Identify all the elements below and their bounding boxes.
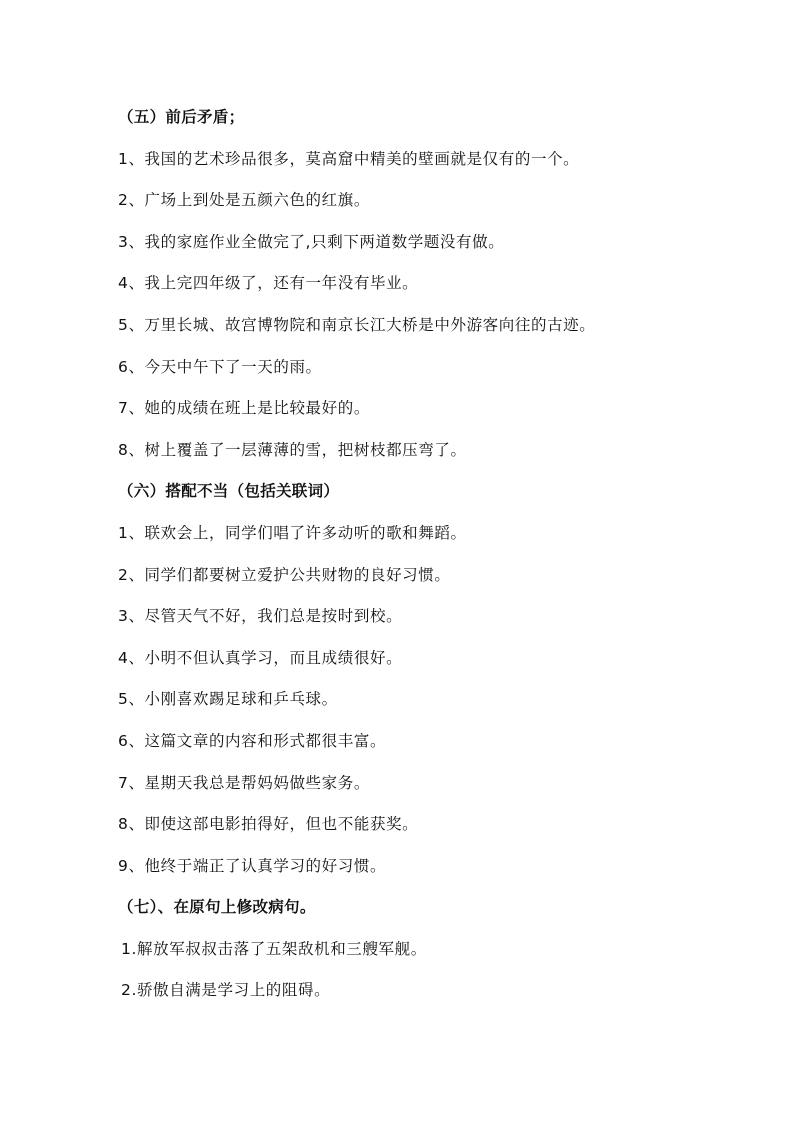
list-item: 4、我上完四年级了，还有一年没有毕业。 — [118, 274, 419, 293]
list-item: 1.解放军叔叔击落了五架敌机和三艘军舰。 — [121, 939, 427, 958]
list-item: 5、万里长城、故宫博物院和南京长江大桥是中外游客向往的古迹。 — [118, 315, 596, 334]
list-item: 6、今天中午下了一天的雨。 — [118, 357, 322, 376]
section-heading-5: （五）前后矛盾； — [118, 108, 245, 126]
list-item: 5、小刚喜欢踢足球和乒乓球。 — [118, 690, 338, 709]
section-heading-6: （六）搭配不当（包括关联词） — [118, 482, 340, 501]
list-item: 2、同学们都要树立爱护公共财物的良好习惯。 — [118, 565, 451, 584]
list-item: 3、尽管天气不好，我们总是按时到校。 — [118, 607, 403, 626]
list-item: 6、这篇文章的内容和形式都很丰富。 — [118, 731, 387, 750]
list-item: 8、树上覆盖了一层薄薄的雪，把树枝都压弯了。 — [118, 440, 467, 459]
section-heading-7: （七）、在原句上修改病句。 — [118, 898, 316, 917]
list-item: 1、我国的艺术珍品很多，莫高窟中精美的壁画就是仅有的一个。 — [118, 149, 580, 168]
list-item: 7、星期天我总是帮妈妈做些家务。 — [118, 773, 370, 792]
list-item: 1、联欢会上，同学们唱了许多动听的歌和舞蹈。 — [118, 523, 467, 542]
list-item: 2、广场上到处是五颜六色的红旗。 — [118, 191, 370, 210]
list-item: 8、即使这部电影拍得好，但也不能获奖。 — [118, 815, 419, 834]
document-body — [118, 102, 758, 1017]
list-item: 4、小明不但认真学习，而且成绩很好。 — [118, 648, 403, 667]
list-item: 7、她的成绩在班上是比较最好的。 — [118, 399, 370, 418]
list-item: 2.骄傲自满是学习上的阻碍。 — [121, 981, 331, 1000]
list-item: 3、我的家庭作业全做完了,只剩下两道数学题没有做。 — [118, 232, 505, 251]
list-item: 9、他终于端正了认真学习的好习惯。 — [118, 856, 387, 875]
